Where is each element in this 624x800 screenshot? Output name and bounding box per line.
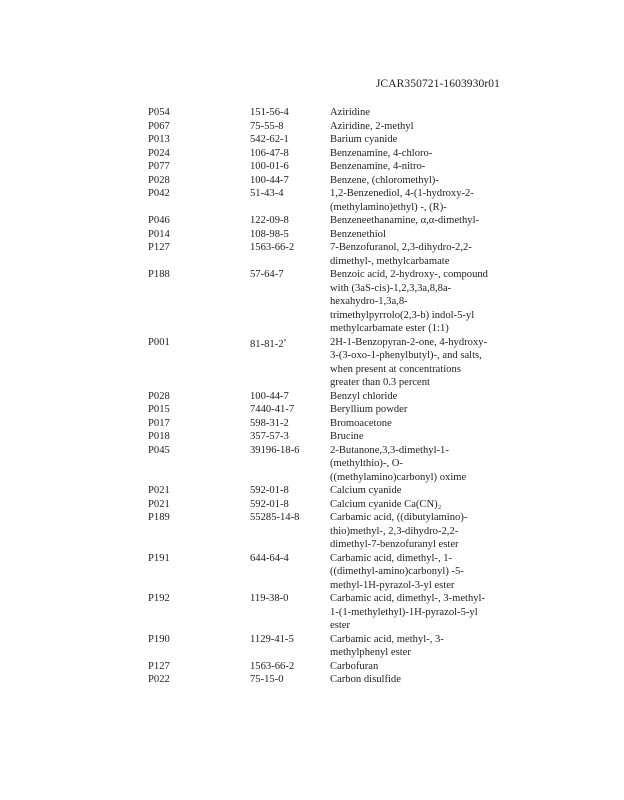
cas-number (250, 174, 330, 188)
substance-name: Calcium cyanide (330, 485, 402, 496)
table-row (148, 390, 518, 404)
substance-name: Benzoic acid, 2-hydroxy-, compound with (3aS-cis)-1,2,3,3a,8,8a- hexahydro-1,3a,8- trimethylpyrrolo(2,3-b) indol-5-yl methylcarbamate ester (1:1) (330, 269, 488, 334)
cas-number (250, 214, 330, 228)
substance-name: Carbamic acid, methyl-, 3- methylphenyl ester (330, 633, 444, 658)
waste-code: P022 (148, 674, 170, 685)
cas-number-text: 75-55-8 (250, 120, 284, 132)
substance-name: Carbofuran (330, 660, 379, 672)
table-row (148, 228, 518, 242)
cas-number (250, 228, 330, 242)
cas-number-text: 75-15-0 (250, 674, 284, 685)
table-row (148, 187, 518, 214)
cas-number-text: 592-01-8 (250, 485, 289, 496)
cas-number-text: 51-43-4 (250, 188, 284, 199)
table-row (148, 484, 518, 498)
cas-number (250, 403, 330, 417)
waste-code: P021 (148, 498, 170, 510)
cas-number-text: 100-44-7 (250, 174, 289, 186)
waste-code: P054 (148, 107, 170, 118)
cas-number (250, 660, 330, 674)
cas-number-text: 1563-66-2 (250, 242, 295, 253)
waste-code: P014 (148, 228, 170, 240)
cas-number-text: 644-64-4 (250, 552, 289, 564)
cas-number (250, 336, 330, 352)
substance-name: 1,2-Benzenediol, 4-(1-hydroxy-2- (methylamino)ethyl) -, (R)- (330, 188, 474, 213)
substance-name: Calcium cyanide Ca(CN)₂ (330, 498, 442, 510)
substance-name: Aziridine, 2-methyl (330, 120, 414, 132)
substance-name: Benzyl chloride (330, 390, 398, 402)
cas-number (250, 673, 330, 687)
waste-code: P190 (148, 633, 170, 645)
table-row (148, 147, 518, 161)
substance-name: 2H-1-Benzopyran-2-one, 4-hydroxy- 3-(3-oxo-1-phenylbutyl)-, and salts, when present at concentrations greater than 0.3 percent (330, 336, 488, 388)
cas-number-text: 106-47-8 (250, 147, 289, 159)
substance-name: Bromoacetone (330, 417, 392, 429)
table-row (148, 511, 518, 552)
cas-footnote-mark: * (283, 338, 287, 345)
cas-number-text: 357-57-3 (250, 431, 289, 442)
table-row (148, 633, 518, 660)
cas-number-text: 598-31-2 (250, 417, 289, 429)
substance-name: Aziridine (330, 107, 371, 118)
waste-code: P042 (148, 188, 170, 199)
waste-code: P017 (148, 417, 170, 429)
cas-number-text: 57-64-7 (250, 269, 284, 280)
table-row (148, 444, 518, 485)
chemical-table (148, 106, 518, 687)
waste-code: P127 (148, 660, 170, 672)
cas-number-text: 100-44-7 (250, 390, 289, 402)
cas-number (250, 430, 330, 444)
document-id: JCAR350721-1603930r01 (375, 78, 500, 90)
table-row (148, 241, 518, 268)
substance-name: Benzenethiol (330, 228, 386, 240)
cas-number (250, 120, 330, 134)
cas-number-text: 55285-14-8 (250, 512, 300, 523)
cas-number-text: 119-38-0 (250, 593, 289, 604)
substance-name: Benzene, (chloromethyl)- (330, 174, 439, 186)
cas-number (250, 147, 330, 161)
substance-name: Carbamic acid, ((dibutylamino)- thio)methyl-, 2,3-dihydro-2,2- dimethyl-7-benzofuranyl ester (330, 512, 468, 550)
substance-name: 2-Butanone,3,3-dimethyl-1- (methylthio)-, O- ((methylamino)carbonyl) oxime (330, 444, 467, 483)
waste-code: P067 (148, 120, 170, 132)
waste-code: P021 (148, 485, 170, 496)
cas-number (250, 187, 330, 201)
waste-code: P015 (148, 404, 170, 415)
cas-number-text: 151-56-4 (250, 107, 289, 118)
substance-name: Beryllium powder (330, 404, 408, 415)
cas-number (250, 106, 330, 120)
table-row (148, 673, 518, 687)
cas-number (250, 592, 330, 606)
cas-number (250, 498, 330, 512)
table-row (148, 336, 518, 390)
cas-number (250, 268, 330, 282)
table-row (148, 133, 518, 147)
substance-name: Carbamic acid, dimethyl-, 3-methyl- 1-(1-methylethyl)-1H-pyrazol-5-yl ester (330, 593, 486, 631)
substance-name: Carbon disulfide (330, 674, 401, 685)
table-row (148, 160, 518, 174)
waste-code: P192 (148, 593, 170, 604)
waste-code: P024 (148, 147, 170, 159)
cas-number (250, 133, 330, 147)
table-row (148, 552, 518, 593)
table-row (148, 660, 518, 674)
table-row (148, 120, 518, 134)
waste-code: P127 (148, 242, 170, 253)
cas-number-text: 39196-18-6 (250, 444, 300, 456)
substance-name: Benzenamine, 4-nitro- (330, 161, 426, 172)
substance-name: Barium cyanide (330, 134, 398, 145)
substance-name: Benzenamine, 4-chloro- (330, 147, 433, 159)
cas-number-text: 108-98-5 (250, 228, 289, 240)
cas-number-text: 542-62-1 (250, 134, 289, 145)
cas-number (250, 633, 330, 647)
waste-code: P028 (148, 390, 170, 402)
table-row (148, 592, 518, 633)
cas-number-text: 592-01-8 (250, 498, 289, 510)
waste-code: P013 (148, 134, 170, 145)
table-row (148, 403, 518, 417)
cas-number (250, 390, 330, 404)
waste-code: P045 (148, 444, 170, 456)
cas-number (250, 444, 330, 458)
table-row (148, 498, 518, 512)
cas-number (250, 511, 330, 525)
substance-name: Carbamic acid, dimethyl-, 1- ((dimethyl-amino)carbonyl) -5- methyl-1H-pyrazol-3-yl ester (330, 552, 464, 591)
waste-code: P188 (148, 269, 170, 280)
substance-name: Brucine (330, 431, 364, 442)
substance-name: Benzeneethanamine, α,α-dimethyl- (330, 215, 480, 226)
waste-code: P018 (148, 431, 170, 442)
waste-code: P001 (148, 336, 170, 348)
table-row (148, 430, 518, 444)
cas-number-text: 1129-41-5 (250, 633, 294, 645)
table-row (148, 174, 518, 188)
table-row (148, 106, 518, 120)
cas-number (250, 160, 330, 174)
cas-number (250, 552, 330, 566)
cas-number-text: 100-01-6 (250, 161, 289, 172)
cas-number-text: 1563-66-2 (250, 660, 295, 672)
table-row (148, 268, 518, 336)
waste-code: P189 (148, 512, 170, 523)
table-row (148, 214, 518, 228)
cas-number-text: 81-81-2 (250, 338, 284, 350)
cas-number (250, 241, 330, 255)
table-row (148, 417, 518, 431)
waste-code: P077 (148, 161, 170, 172)
waste-code: P028 (148, 174, 170, 186)
cas-number (250, 484, 330, 498)
waste-code: P191 (148, 552, 170, 564)
cas-number (250, 417, 330, 431)
waste-code: P046 (148, 215, 170, 226)
substance-name: 7-Benzofuranol, 2,3-dihydro-2,2- dimethyl-, methylcarbamate (330, 242, 472, 267)
cas-number-text: 7440-41-7 (250, 404, 295, 415)
cas-number-text: 122-09-8 (250, 215, 289, 226)
